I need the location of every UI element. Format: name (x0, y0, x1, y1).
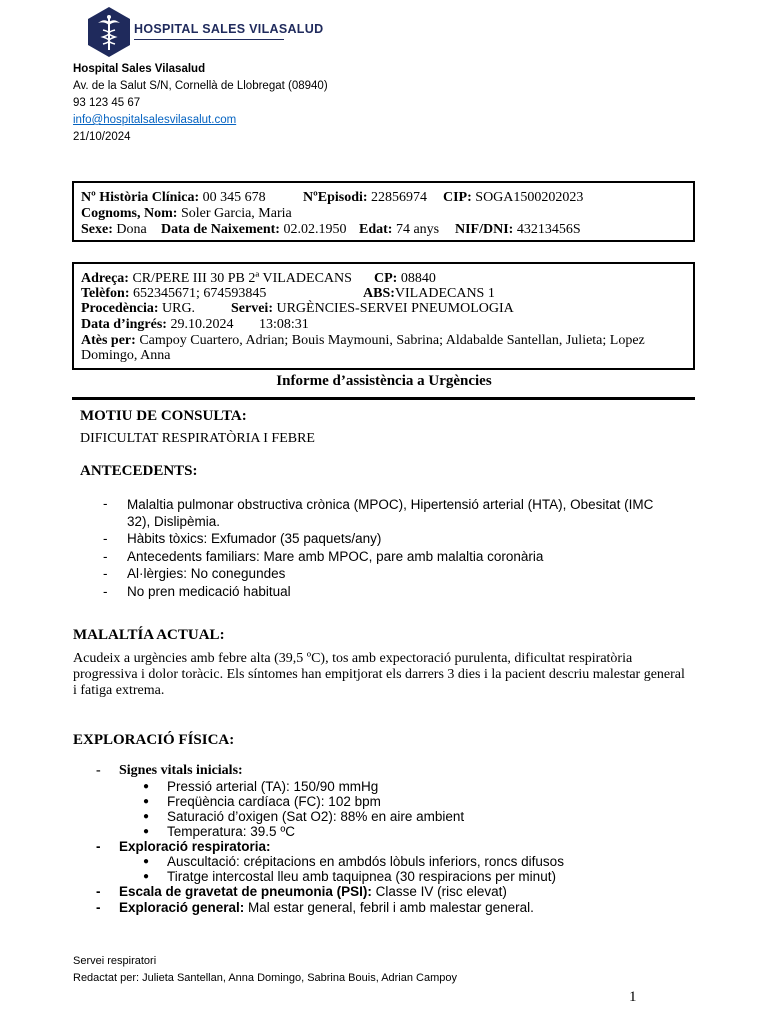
name-label: Cognoms, Nom: (81, 206, 178, 221)
malaltia-line: progressiva i dolor toràcic. Els síntomes han empitjorat els darrers 3 dies i la pacient descriu malestar general (73, 667, 685, 682)
service-value: URGÈNCIES-SERVEI PNEUMOLOGIA (276, 301, 514, 316)
bullet-marker: ● (143, 780, 150, 792)
dob-value: 02.02.1950 (283, 222, 347, 237)
admission-time-value: 13:08:31 (259, 317, 309, 332)
vital-item (96, 794, 716, 809)
dash-marker: - (96, 900, 101, 915)
sex-value: Dona (116, 222, 147, 237)
dob-label: Data de Naixement: (161, 222, 280, 237)
admission-date-value: 29.10.2024 (170, 317, 234, 332)
cip-value: SOGA1500202023 (475, 190, 584, 205)
page-number: 1 (629, 989, 637, 1005)
vital-item (96, 779, 716, 794)
dash-marker: - (103, 531, 108, 546)
cp-label: CP: (374, 271, 398, 286)
logo-text: HOSPITAL SALES VILASALUD (134, 22, 324, 36)
vital-text: Pressió arterial (TA): 150/90 mmHg (167, 778, 379, 794)
malaltia-line: i fatiga extrema. (73, 683, 165, 698)
vital-text: Saturació d’oxigen (Sat O2): 88% en aire ambient (167, 808, 465, 824)
dash-marker: - (96, 838, 101, 854)
bullet-marker: ● (143, 871, 150, 882)
service-label: Servei: (231, 301, 273, 316)
exploracio-heading: EXPLORACIÓ FÍSICA: (73, 732, 235, 748)
age-value: 74 anys (395, 222, 440, 237)
dash-marker: - (103, 548, 108, 564)
bullet-marker: ● (143, 810, 150, 822)
malaltia-heading: MALALTÍA ACTUAL: (73, 627, 225, 643)
name-value: Soler Garcia, Maria (180, 206, 292, 221)
caduceus-icon (86, 6, 132, 58)
attended-value-line2: Domingo, Anna (81, 348, 171, 363)
antecedent-text: Antecedents familiars: Mare amb MPOC, pare amb malaltia coronària (127, 548, 544, 564)
antecedent-text: No pren medicació habitual (127, 583, 291, 599)
antecedents-list (103, 496, 703, 601)
address-value: CR/PERE III 30 PB 2ª VILADECANS (132, 271, 352, 286)
document-date: 21/10/2024 (73, 131, 131, 143)
dash-marker: - (103, 583, 108, 599)
bullet-marker: ● (143, 795, 150, 807)
antecedents-heading: ANTECEDENTS: (80, 463, 198, 479)
antecedent-item (103, 566, 703, 584)
hc-value: 00 345 678 (202, 190, 266, 205)
patient-info-box (72, 181, 695, 242)
footer-service: Servei respiratori (73, 955, 157, 967)
resp-text: Auscultació: crépitacions en ambdós lòbuls inferiors, roncs difusos (167, 854, 564, 869)
resp-label: Exploració respiratoria: (119, 838, 271, 854)
age-label: Edat: (359, 222, 393, 237)
antecedent-text: Al·lèrgies: No conegundes (127, 566, 286, 581)
address-label: Adreça: (81, 271, 129, 286)
episode-label: NºEpisodi: (303, 190, 368, 205)
malaltia-line: Acudeix a urgències amb febre alta (39,5 ºC), tos amb expectoració purulenta, dificultat respiratòria (73, 651, 633, 666)
dash-marker: - (96, 884, 101, 899)
nif-label: NIF/DNI: (455, 222, 514, 237)
antecedent-text-cont: 32), Dislipèmia. (127, 514, 221, 529)
footer-authors: Redactat per: Julieta Santellan, Anna Domingo, Sabrina Bouis, Adrian Campoy (73, 972, 458, 984)
motiu-heading: MOTIU DE CONSULTA: (80, 408, 247, 424)
vital-text: Temperatura: 39.5 ºC (167, 823, 295, 839)
antecedent-item (103, 549, 703, 567)
vital-item (96, 824, 716, 839)
exploracio-item (96, 763, 716, 779)
hc-label: Nº Història Clínica: (81, 190, 200, 205)
report-title: Informe d’assistència a Urgències (276, 373, 492, 389)
antecedent-item (103, 496, 703, 531)
dash-marker: - (96, 763, 101, 778)
exploracio-item (96, 839, 716, 855)
bullet-marker: ● (143, 825, 150, 837)
phone-value: 652345671; 674593845 (132, 286, 267, 301)
hospital-address: Av. de la Salut S/N, Cornellà de Llobregat (08940) (73, 80, 328, 92)
origin-label: Procedència: (81, 301, 159, 316)
abs-label: ABS: (363, 286, 395, 301)
exploracio-list (96, 763, 716, 916)
cip-label: CIP: (443, 190, 472, 205)
bullet-marker: ● (143, 856, 150, 867)
logo-rule (134, 39, 284, 40)
dash-marker: - (103, 566, 108, 581)
abs-value: VILADECANS 1 (394, 286, 495, 301)
hospital-email-link[interactable]: info@hospitalsalesvilasalut.com (73, 114, 237, 126)
antecedent-item (103, 531, 703, 549)
exploracio-item (96, 884, 716, 900)
motiu-text: DIFICULTAT RESPIRATÒRIA I FEBRE (80, 431, 315, 446)
vital-text: Freqüència cardíaca (FC): 102 bpm (167, 793, 381, 809)
resp-item (96, 854, 716, 869)
title-divider (72, 397, 695, 400)
phone-label: Telèfon: (81, 286, 130, 301)
psi-value: Classe IV (risc elevat) (371, 884, 507, 899)
resp-item (96, 869, 716, 884)
psi-label: Escala de gravetat de pneumonia (PSI): (119, 884, 372, 899)
antecedent-text: Hàbits tòxics: Exfumador (35 paquets/any) (127, 531, 382, 546)
attended-label: Atès per: (81, 333, 136, 348)
general-value: Mal estar general, febril i amb malestar general. (244, 900, 534, 915)
nif-value: 43213456S (516, 222, 581, 237)
sex-label: Sexe: (81, 222, 113, 237)
malaltia-paragraph (73, 651, 685, 699)
hospital-name: Hospital Sales Vilasalud (73, 63, 206, 75)
vital-item (96, 809, 716, 824)
resp-text: Tiratge intercostal lleu amb taquipnea (30 respiracions per minut) (167, 869, 556, 884)
admission-date-label: Data d’ingrés: (81, 317, 167, 332)
dash-marker: - (103, 496, 108, 511)
general-label: Exploració general: (119, 900, 245, 915)
cp-value: 08840 (400, 271, 436, 286)
origin-value: URG. (162, 301, 196, 316)
attended-value-line1: Campoy Cuartero, Adrian; Bouis Maymouni, Sabrina; Aldabalde Santellan, Julieta; Lopez (139, 333, 645, 348)
exploracio-item (96, 900, 716, 916)
hospital-logo (86, 6, 132, 58)
episode-value: 22856974 (371, 190, 428, 205)
antecedent-text: Malaltia pulmonar obstructiva crònica (MPOC), Hipertensió arterial (HTA), Obesitat (IMC (127, 497, 654, 512)
admission-info-box (72, 262, 695, 370)
antecedent-item (103, 584, 703, 602)
hospital-phone: 93 123 45 67 (73, 97, 141, 109)
vitals-label: Signes vitals inicials: (119, 763, 243, 778)
